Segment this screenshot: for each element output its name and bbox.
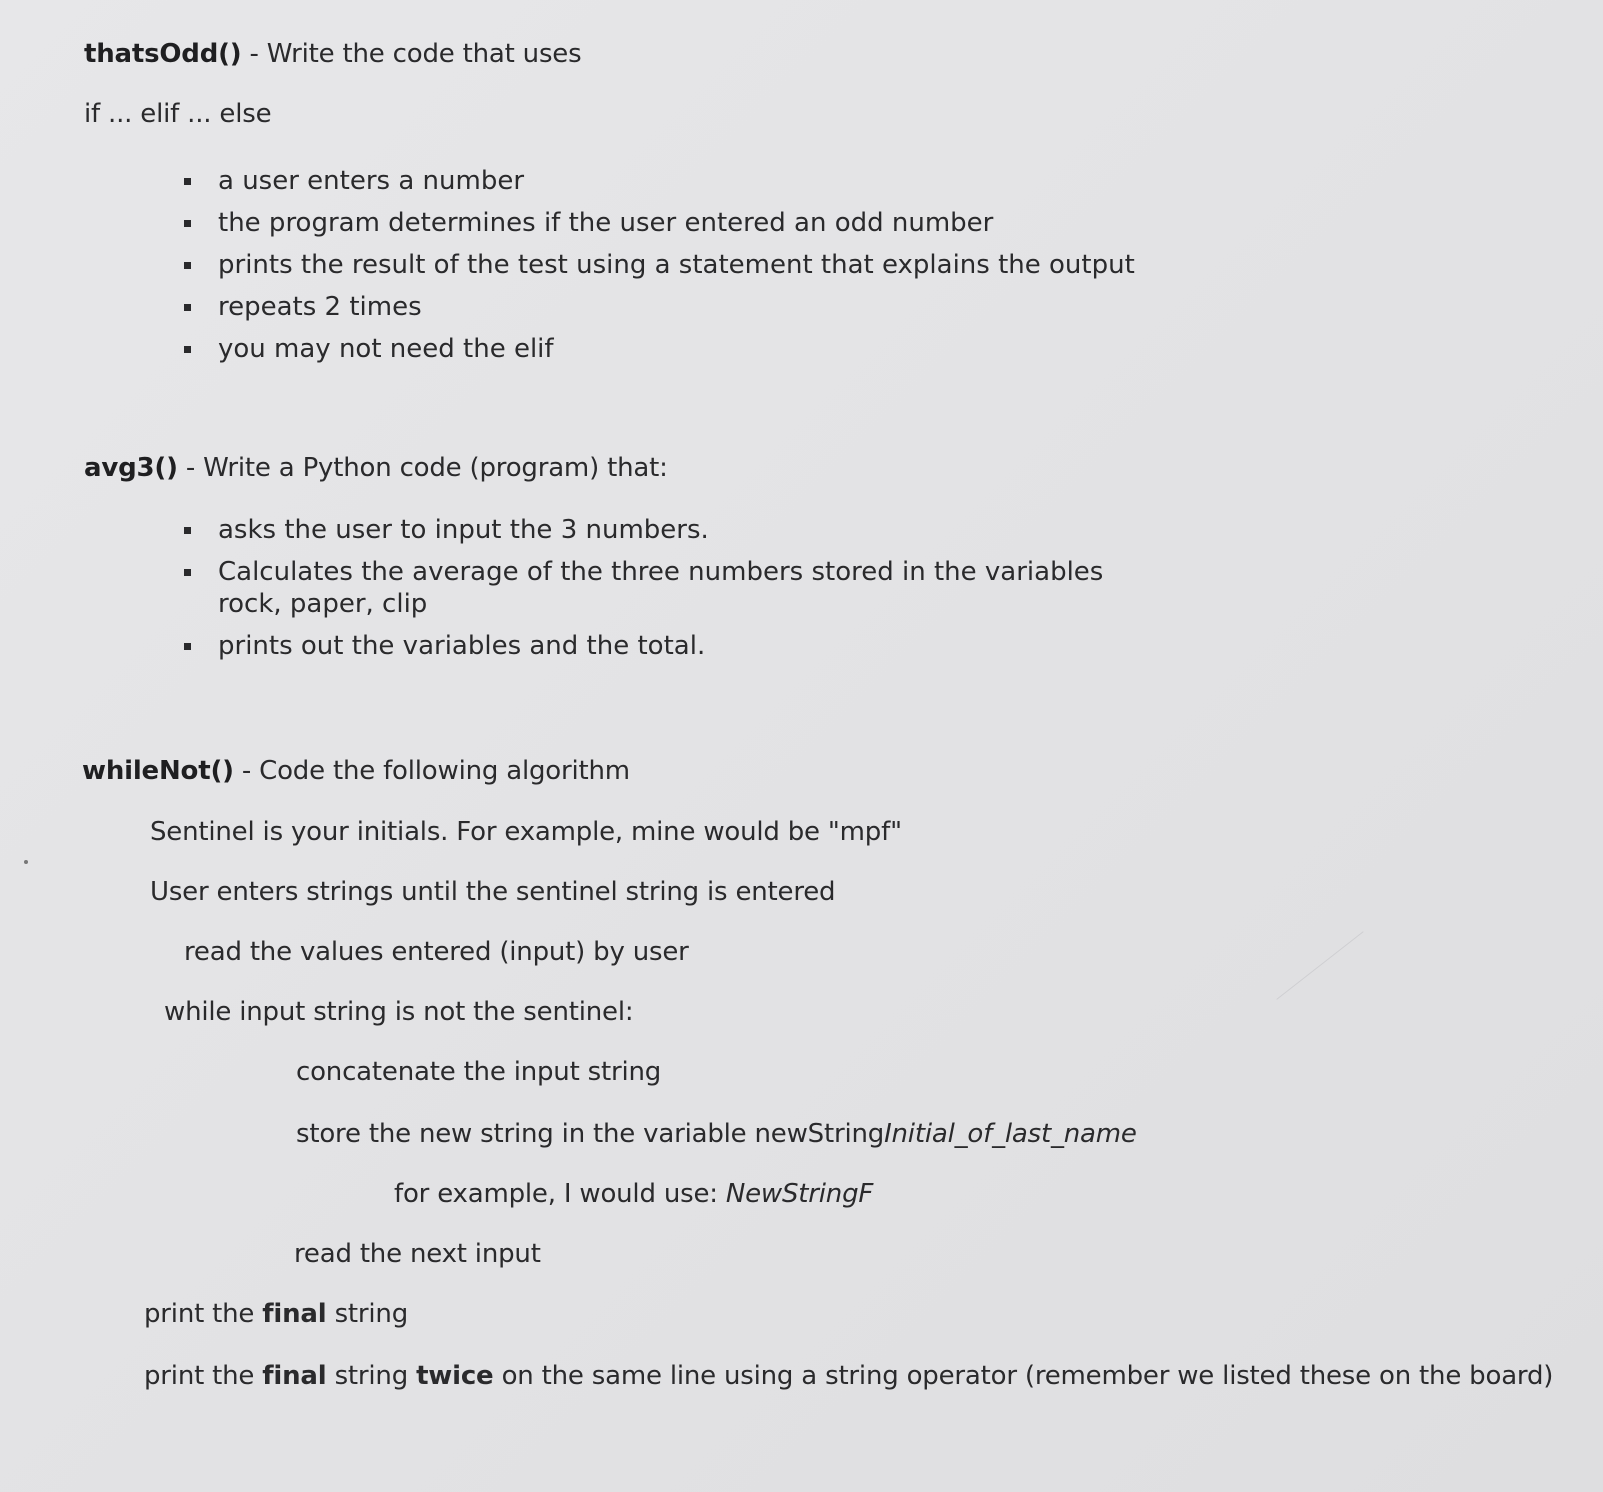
avg3-heading [84,452,668,484]
thatsodd-bullet-list [184,165,1135,365]
bullet-square-icon [184,643,191,650]
example-text: for example, I would use: NewStringF [394,1179,874,1209]
bullet-square-icon [184,527,191,534]
bullet-square-icon [184,346,191,353]
whilenot-title: whileNot() [82,756,234,786]
list-item: a user enters a number [184,165,1135,197]
list-item: the program determines if the user entered an odd number [184,207,1135,239]
paper-speck [24,860,28,864]
print-final-text: print the final string [144,1299,409,1329]
user-enters-text: User enters strings until the sentinel string is entered [150,877,836,907]
thatsodd-heading [84,38,581,70]
concatenate-text: concatenate the input string [296,1057,662,1087]
list-item: prints the result of the test using a statement that explains the output [184,249,1135,281]
avg3-title-rest: - Write a Python code (program) that: [177,453,668,483]
avg3-bullet-list [184,514,1103,662]
paper-scratch [1276,931,1363,1000]
example-variable-italic: NewStringF [725,1179,874,1209]
bullet-square-icon [184,262,191,269]
bullet-square-icon [184,304,191,311]
while-loop-text: while input string is not the sentinel: [164,997,634,1027]
avg3-title: avg3() [84,453,178,483]
sentinel-text: Sentinel is your initials. For example, mine would be "mpf" [150,817,902,847]
avg3-bullet2-continuation: rock, paper, clip [218,589,428,619]
list-item: you may not need the elif [184,333,1135,365]
thatsodd-subtitle: if ... elif ... else [84,99,272,129]
whilenot-title-rest: - Code the following algorithm [233,756,630,786]
list-item: asks the user to input the 3 numbers. [184,514,1103,546]
bullet-square-icon [184,178,191,185]
list-item: prints out the variables and the total. [184,630,1103,662]
whilenot-heading [82,755,630,787]
store-text: store the new string in the variable newStringInitial_of_last_name [296,1119,1137,1149]
thatsodd-title-rest: - Write the code that uses [241,39,582,69]
thatsodd-title: thatsOdd() [84,39,242,69]
bullet-square-icon [184,569,191,576]
list-item: Calculates the average of the three numbers stored in the variables rock, paper, clip [184,556,1103,620]
bullet-square-icon [184,220,191,227]
print-twice-text: print the final string twice on the same line using a string operator (remember we listed these on the board) [144,1361,1554,1391]
list-item: repeats 2 times [184,291,1135,323]
variable-name-italic: Initial_of_last_name [884,1119,1137,1149]
read-next-text: read the next input [294,1239,541,1269]
read-values-text: read the values entered (input) by user [184,937,689,967]
